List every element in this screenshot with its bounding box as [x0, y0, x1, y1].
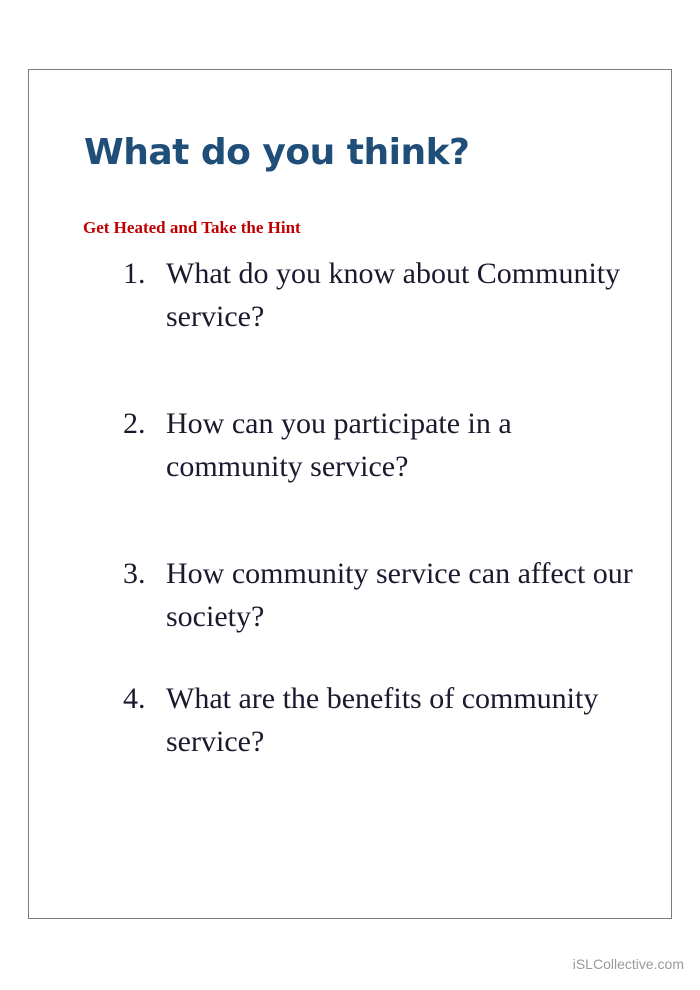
page-title: What do you think? — [84, 132, 470, 173]
worksheet-page — [28, 69, 672, 919]
question-number: 3. — [123, 557, 146, 590]
question-item — [123, 402, 643, 488]
question-item — [123, 677, 643, 763]
question-item — [123, 252, 643, 338]
question-text: How can you participate in a community service? — [166, 407, 512, 483]
question-number: 1. — [123, 257, 146, 290]
question-text: What are the benefits of community service? — [166, 682, 599, 758]
question-number: 4. — [123, 682, 146, 715]
question-text: How community service can affect our society? — [166, 557, 633, 633]
question-number: 2. — [123, 407, 146, 440]
question-text: What do you know about Community service? — [166, 257, 621, 333]
site-watermark: iSLCollective.com — [572, 956, 684, 972]
question-item — [123, 552, 643, 638]
page-subtitle: Get Heated and Take the Hint — [83, 218, 301, 237]
